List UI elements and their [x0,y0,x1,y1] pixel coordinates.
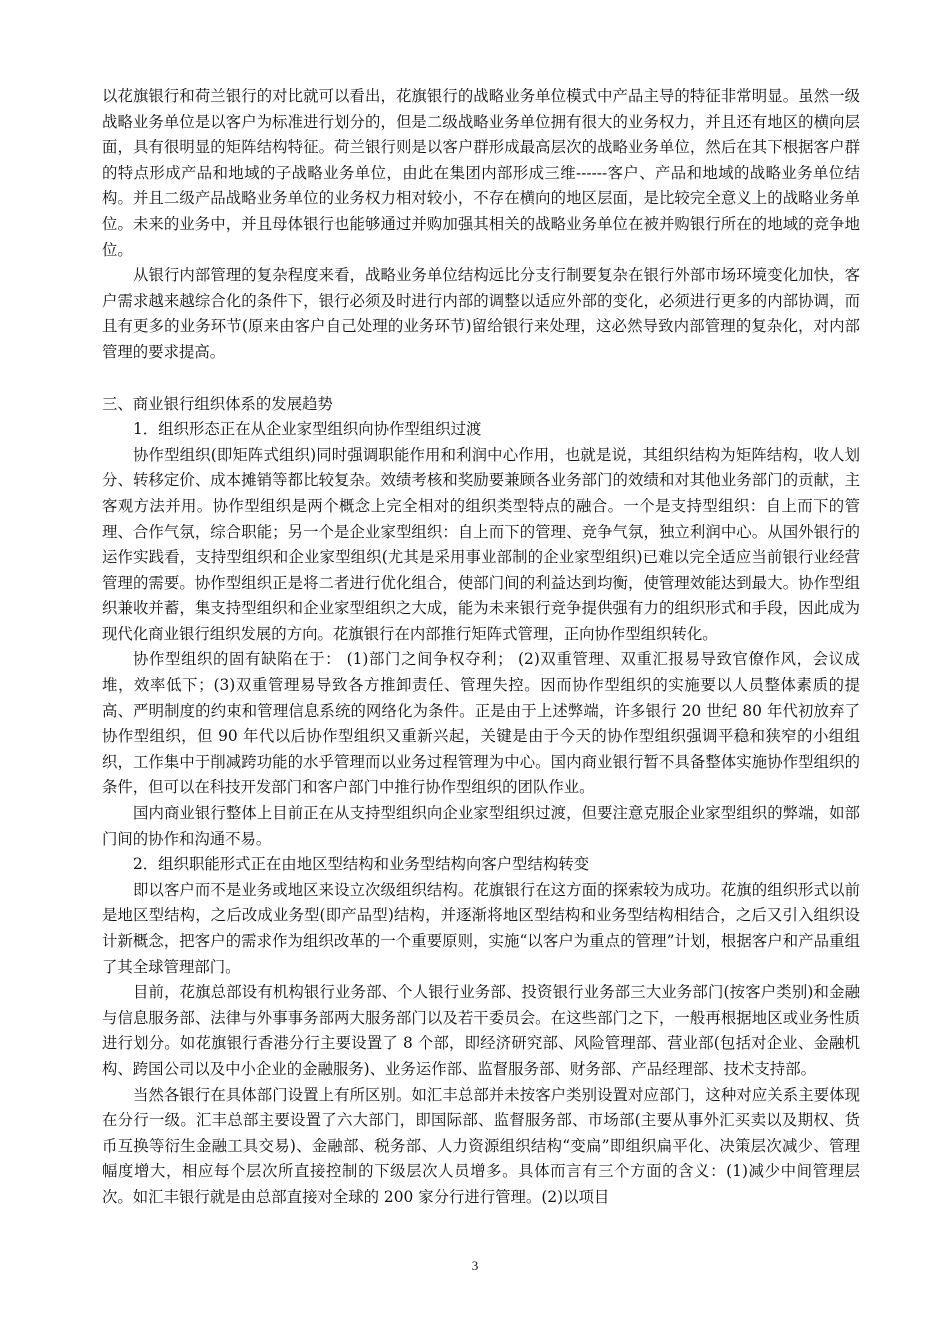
subsection-heading-1: 1．组织形态正在从企业家型组织向协作型组织过渡 [133,420,482,439]
paragraph-citibank-departments: 目前，花旗总部设有机构银行业务部、个人银行业务部、投资银行业务部三大业务部门(按客户类别)和金融与信息服务部、法律与外事事务部两大服务部门以及若干委员会。在这些部门之下，一般再根据地区或业务性质进行划分。如花旗银行香港分行主要设置了 8 个部，即经济研究部、风险管理部、营业部(包括对企业、金融机构、跨国公司以及中小企业的金融服务)、业务运作部、监督服务部、财务部、产品经理部、技术支持部。 [102,983,860,1078]
paragraph-domestic-transition: 国内商业银行整体上目前正在从支持型组织向企业家型组织过渡，但要注意克服企业家型组织的弊端，如部门间的协作和沟通不易。 [102,804,860,848]
paragraph-collaborative-organization: 协作型组织(即矩阵式组织)同时强调职能作用和利润中心作用，也就是说，其组织结构为矩阵结构，收人划分、转移定价、成本摊销等都比较复杂。效绩考核和奖励要兼顾各业务部门的效绩和对其他业务部门的贡献，主客观方法并用。协作型组织是两个概念上完全相对的组织类型特点的融合。一个是支持型组织：自上而下的管理、合作气氛，综合职能；另一个是企业家型组织：自上而下的管理、竞争气氛，独立利润中心。从国外银行的运作实践看，支持型组织和企业家型组织(尤其是采用事业部制的企业家型组织)已难以完全适应当前银行业经营管理的需要。协作型组织正是将二者进行优化组合，使部门间的利益达到均衡，使管理效能达到最大。协作型组织兼收并蓄，集支持型组织和企业家型组织之大成，能为未来银行竞争提供强有力的组织形式和手段，因此成为现代化商业银行组织发展的方向。花旗银行在内部推行矩阵式管理，正向协作型组织转化。 [102,445,860,643]
paragraph-hsbc-departments: 当然各银行在具体部门设置上有所区别。如汇丰总部并未按客户类别设置对应部门，这种对应关系主要体现在分行一级。汇丰总部主要设置了六大部门，即国际部、监督服务部、市场部(主要从事外汇买卖以及期权、货币互换等衍生金融工具交易)、金融部、税务部、人力资源组织结构“变扁”即组织扁平化、决策层次减少、管理幅度增大，相应每个层次所直接控制的下级层次人员增多。具体而言有三个方面的含义：(1)减少中间管理层次。如汇丰银行就是由总部直接对全球的 200 家分行进行管理。(2)以项目 [102,1085,860,1206]
section-heading: 三、商业银行组织体系的发展趋势 [102,394,333,413]
page-number: 3 [471,1258,479,1273]
document-body [102,84,860,1211]
subsection-heading-2: 2．组织职能形式正在由地区型结构和业务型结构向客户型结构转变 [133,855,590,874]
paragraph-customer-structure: 即以客户而不是业务或地区来设立次级组织结构。花旗银行在这方面的探索较为成功。花旗的组织形式以前是地区型结构，之后改成业务型(即产品型)结构，并逐渐将地区型结构和业务型结构相结合，之后又引入组织设计新概念，把客户的需求作为组织改革的一个重要原则，实施“以客户为重点的管理”计划，根据客户和产品重组了其全球管理部门。 [102,880,860,976]
paragraph-management-complexity: 从银行内部管理的复杂程度来看，战略业务单位结构远比分支行制要复杂在银行外部市场环境变化加快，客户需求越来越综合化的条件下，银行必须及时进行内部的调整以适应外部的变化，必须进行更多的内部协调，而且有更多的业务环节(原来由客户自己处理的业务环节)留给银行来处理，这必然导致内部管理的复杂化，对内部管理的要求提高。 [102,266,860,361]
paragraph-inherent-defects: 协作型组织的固有缺陷在于： (1)部门之间争权夺利； (2)双重管理、双重汇报易导致官僚作风，会议成堆，效率低下；(3)双重管理易导致各方推卸责任、管理失控。因而协作型组织的实施要以人员整体素质的提高、严明制度的约束和管理信息系统的网络化为条件。正是由于上述弊端，许多银行 20 世纪 80 年代初放弃了协作型组织，但 90 年代以后协作型组织又重新兴起，关键是由于今天的协作型组织强调平稳和狭窄的小组组织，工作集中于削减跨功能的水乎管理而以业务过程管理为中心。国内商业银行暂不具备整体实施协作型组织的条件，但可以在科技开发部门和客户部门中推行协作型组织的团队作业。 [102,650,860,797]
paragraph-comparison: 以花旗银行和荷兰银行的对比就可以看出，花旗银行的战略业务单位模式中产品主导的特征非常明显。虽然一级战略业务单位是以客户为标准进行划分的，但是二级战略业务单位拥有很大的业务权力，并且还有地区的横向层面，具有很明显的矩阵结构特征。荷兰银行则是以客户群形成最高层次的战略业务单位，然后在其下根据客户群的特点形成产品和地域的子战略业务单位，由此在集团内部形成三维------客户、产品和地域的战略业务单位结构。并且二级产品战略业务单位的业务权力相对较小，不存在横向的地区层面，是比较完全意义上的战略业务单位。未来的业务中，并且母体银行也能够通过并购加强其相关的战略业务单位在被并购银行所在的地域的竞争地位。 [102,87,860,259]
paragraph-spacer [102,366,860,392]
